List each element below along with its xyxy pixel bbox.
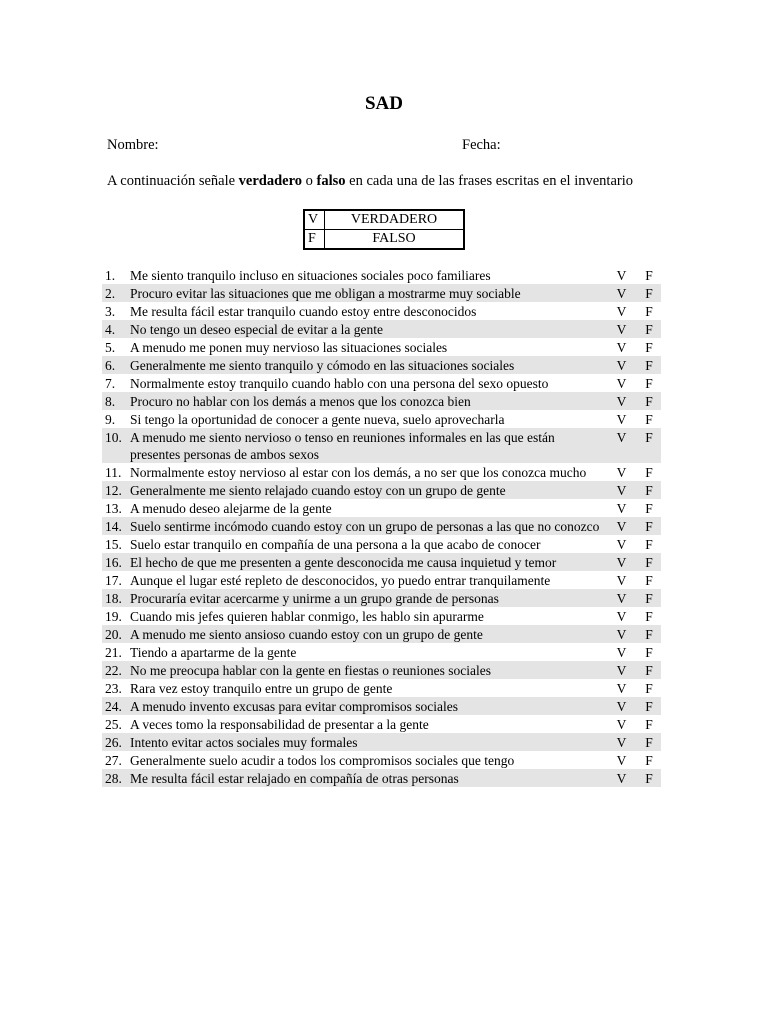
- item-text: Tiendo a apartarme de la gente: [130, 645, 297, 660]
- false-option[interactable]: F: [645, 519, 653, 534]
- true-option[interactable]: V: [616, 304, 627, 319]
- legend-value: VERDADERO: [325, 210, 465, 230]
- item-text: A menudo me ponen muy nervioso las situaciones sociales: [130, 340, 448, 355]
- false-option[interactable]: F: [645, 609, 653, 624]
- true-option[interactable]: V: [616, 340, 627, 355]
- list-item: [102, 769, 661, 787]
- true-option[interactable]: V: [616, 537, 627, 552]
- list-item: [102, 392, 661, 410]
- legend-row: [304, 230, 464, 250]
- false-option[interactable]: F: [645, 340, 653, 355]
- false-option[interactable]: F: [645, 358, 653, 373]
- list-item: [102, 679, 661, 697]
- item-number: 20.: [105, 627, 122, 642]
- item-text: No me preocupa hablar con la gente en fiestas o reuniones sociales: [130, 663, 491, 678]
- false-option[interactable]: F: [645, 591, 653, 606]
- item-number: 1.: [105, 268, 116, 283]
- item-number: 11.: [105, 465, 122, 480]
- item-number: 12.: [105, 483, 122, 498]
- list-item: [102, 535, 661, 553]
- list-item: [102, 338, 661, 356]
- false-option[interactable]: F: [645, 717, 653, 732]
- true-option[interactable]: V: [616, 555, 627, 570]
- true-option[interactable]: V: [616, 771, 627, 786]
- false-option[interactable]: F: [645, 771, 653, 786]
- false-option[interactable]: F: [645, 573, 653, 588]
- item-text: Generalmente me siento tranquilo y cómodo en las situaciones sociales: [130, 358, 515, 373]
- item-number: 22.: [105, 663, 122, 678]
- item-number: 14.: [105, 519, 122, 534]
- item-number: 16.: [105, 555, 122, 570]
- item-text: Me resulta fácil estar tranquilo cuando estoy entre desconocidos: [130, 304, 477, 319]
- true-option[interactable]: V: [616, 501, 627, 516]
- item-text: Generalmente me siento relajado cuando estoy con un grupo de gente: [130, 483, 506, 498]
- true-option[interactable]: V: [616, 699, 627, 714]
- item-number: 9.: [105, 412, 116, 427]
- item-text: Cuando mis jefes quieren hablar conmigo, les hablo sin apurarme: [130, 609, 484, 624]
- item-number: 19.: [105, 609, 122, 624]
- item-number: 7.: [105, 376, 116, 391]
- false-option[interactable]: F: [645, 753, 653, 768]
- list-item: [102, 733, 661, 751]
- list-item: [102, 284, 661, 302]
- true-option[interactable]: V: [616, 609, 627, 624]
- false-option[interactable]: F: [645, 465, 653, 480]
- true-option[interactable]: V: [616, 591, 627, 606]
- true-option[interactable]: V: [616, 322, 627, 337]
- item-text: A menudo invento excusas para evitar compromisos sociales: [130, 699, 459, 714]
- item-text: Normalmente estoy tranquilo cuando hablo con una persona del sexo opuesto: [130, 376, 549, 391]
- false-option[interactable]: F: [645, 681, 653, 696]
- item-number: 15.: [105, 537, 122, 552]
- item-text: Generalmente suelo acudir a todos los compromisos sociales que tengo: [130, 753, 515, 768]
- item-text: Normalmente estoy nervioso al estar con los demás, a no ser que los conozca mucho: [130, 465, 587, 480]
- item-text: A menudo deseo alejarme de la gente: [130, 501, 332, 516]
- list-item: [102, 643, 661, 661]
- true-option[interactable]: V: [616, 358, 627, 373]
- item-text: Me resulta fácil estar relajado en compañía de otras personas: [130, 771, 459, 786]
- legend-row: [304, 210, 464, 230]
- item-number: 6.: [105, 358, 116, 373]
- item-number: 18.: [105, 591, 122, 606]
- fecha-label: Fecha:: [462, 137, 501, 153]
- false-option[interactable]: F: [645, 555, 653, 570]
- item-number: 5.: [105, 340, 116, 355]
- list-item: [102, 571, 661, 589]
- true-option[interactable]: V: [616, 286, 627, 301]
- list-item: [102, 320, 661, 338]
- false-option[interactable]: F: [645, 376, 653, 391]
- true-option[interactable]: V: [616, 573, 627, 588]
- item-text: El hecho de que me presenten a gente desconocida me causa inquietud y temor: [130, 555, 557, 570]
- true-option[interactable]: V: [616, 717, 627, 732]
- true-option[interactable]: V: [616, 753, 627, 768]
- list-item: [102, 356, 661, 374]
- item-number: 24.: [105, 699, 122, 714]
- item-text: A veces tomo la responsabilidad de presentar a la gente: [130, 717, 429, 732]
- item-text: Rara vez estoy tranquilo entre un grupo de gente: [130, 681, 393, 696]
- true-option[interactable]: V: [616, 645, 627, 660]
- item-number: 4.: [105, 322, 116, 337]
- item-text: Suelo estar tranquilo en compañía de una persona a la que acabo de conocer: [130, 537, 541, 552]
- false-option[interactable]: F: [645, 645, 653, 660]
- true-option[interactable]: V: [616, 268, 627, 283]
- instructions-bold-falso: falso: [316, 173, 346, 189]
- true-option[interactable]: V: [616, 483, 627, 498]
- false-option[interactable]: F: [645, 537, 653, 552]
- list-item: [102, 607, 661, 625]
- page-title: SAD: [364, 93, 403, 114]
- item-number: 13.: [105, 501, 122, 516]
- true-option[interactable]: V: [616, 430, 627, 445]
- list-item: [102, 553, 661, 571]
- item-text: Procuro no hablar con los demás a menos que los conozca bien: [130, 394, 471, 409]
- list-item: [102, 697, 661, 715]
- true-option[interactable]: V: [616, 376, 627, 391]
- list-item: [102, 302, 661, 320]
- false-option[interactable]: F: [645, 483, 653, 498]
- instructions: [107, 173, 633, 190]
- list-item: [102, 499, 661, 517]
- list-item: [102, 410, 661, 428]
- true-option[interactable]: V: [616, 735, 627, 750]
- item-number: 23.: [105, 681, 122, 696]
- list-item: [102, 374, 661, 392]
- item-text: Me siento tranquilo incluso en situaciones sociales poco familiares: [130, 268, 491, 283]
- item-number: 25.: [105, 717, 122, 732]
- nombre-label: Nombre:: [107, 137, 159, 153]
- true-option[interactable]: V: [616, 663, 627, 678]
- item-text: Intento evitar actos sociales muy formales: [130, 735, 358, 750]
- item-text: Suelo sentirme incómodo cuando estoy con un grupo de personas a las que no conozco: [130, 519, 600, 534]
- false-option[interactable]: F: [645, 268, 653, 283]
- false-option[interactable]: F: [645, 304, 653, 319]
- questionnaire-items: [102, 266, 661, 787]
- item-text: No tengo un deseo especial de evitar a la gente: [130, 322, 384, 337]
- false-option[interactable]: F: [645, 627, 653, 642]
- false-option[interactable]: F: [645, 394, 653, 409]
- legend-key: V: [304, 210, 325, 230]
- false-option[interactable]: F: [645, 322, 653, 337]
- list-item: [102, 481, 661, 499]
- false-option[interactable]: F: [645, 735, 653, 750]
- legend-key: F: [304, 230, 325, 250]
- list-item: [102, 428, 661, 463]
- true-option[interactable]: V: [616, 519, 627, 534]
- instructions-text-3: en cada una de las frases escritas en el inventario: [345, 173, 633, 189]
- instructions-text-2: o: [302, 173, 317, 189]
- item-text: A menudo me siento nervioso o tenso en reuniones informales en las que están presentes personas de ambos sexos: [130, 430, 555, 462]
- instructions-bold-verdadero: verdadero: [238, 173, 303, 189]
- list-item: [102, 589, 661, 607]
- false-option[interactable]: F: [645, 286, 653, 301]
- list-item: [102, 751, 661, 769]
- list-item: [102, 266, 661, 284]
- true-option[interactable]: V: [616, 681, 627, 696]
- item-number: 26.: [105, 735, 122, 750]
- false-option[interactable]: F: [645, 663, 653, 678]
- item-number: 21.: [105, 645, 122, 660]
- item-number: 27.: [105, 753, 122, 768]
- item-text: Aunque el lugar esté repleto de desconocidos, yo puedo entrar tranquilamente: [130, 573, 551, 588]
- legend-table: [303, 209, 465, 250]
- list-item: [102, 715, 661, 733]
- true-option[interactable]: V: [616, 394, 627, 409]
- list-item: [102, 625, 661, 643]
- item-text: Procuro evitar las situaciones que me obligan a mostrarme muy sociable: [130, 286, 521, 301]
- legend-value: FALSO: [325, 230, 465, 250]
- false-option[interactable]: F: [645, 430, 653, 445]
- item-number: 3.: [105, 304, 116, 319]
- true-option[interactable]: V: [616, 627, 627, 642]
- list-item: [102, 517, 661, 535]
- true-option[interactable]: V: [616, 465, 627, 480]
- item-number: 10.: [105, 430, 122, 445]
- instructions-text-1: A continuación señale: [107, 173, 239, 189]
- false-option[interactable]: F: [645, 501, 653, 516]
- item-number: 8.: [105, 394, 116, 409]
- item-text: A menudo me siento ansioso cuando estoy con un grupo de gente: [130, 627, 483, 642]
- true-option[interactable]: V: [616, 412, 627, 427]
- item-number: 28.: [105, 771, 122, 786]
- false-option[interactable]: F: [645, 699, 653, 714]
- false-option[interactable]: F: [645, 412, 653, 427]
- item-number: 17.: [105, 573, 122, 588]
- item-text: Si tengo la oportunidad de conocer a gente nueva, suelo aprovecharla: [130, 412, 505, 427]
- list-item: [102, 661, 661, 679]
- list-item: [102, 463, 661, 481]
- item-number: 2.: [105, 286, 116, 301]
- item-text: Procuraría evitar acercarme y unirme a un grupo grande de personas: [130, 591, 499, 606]
